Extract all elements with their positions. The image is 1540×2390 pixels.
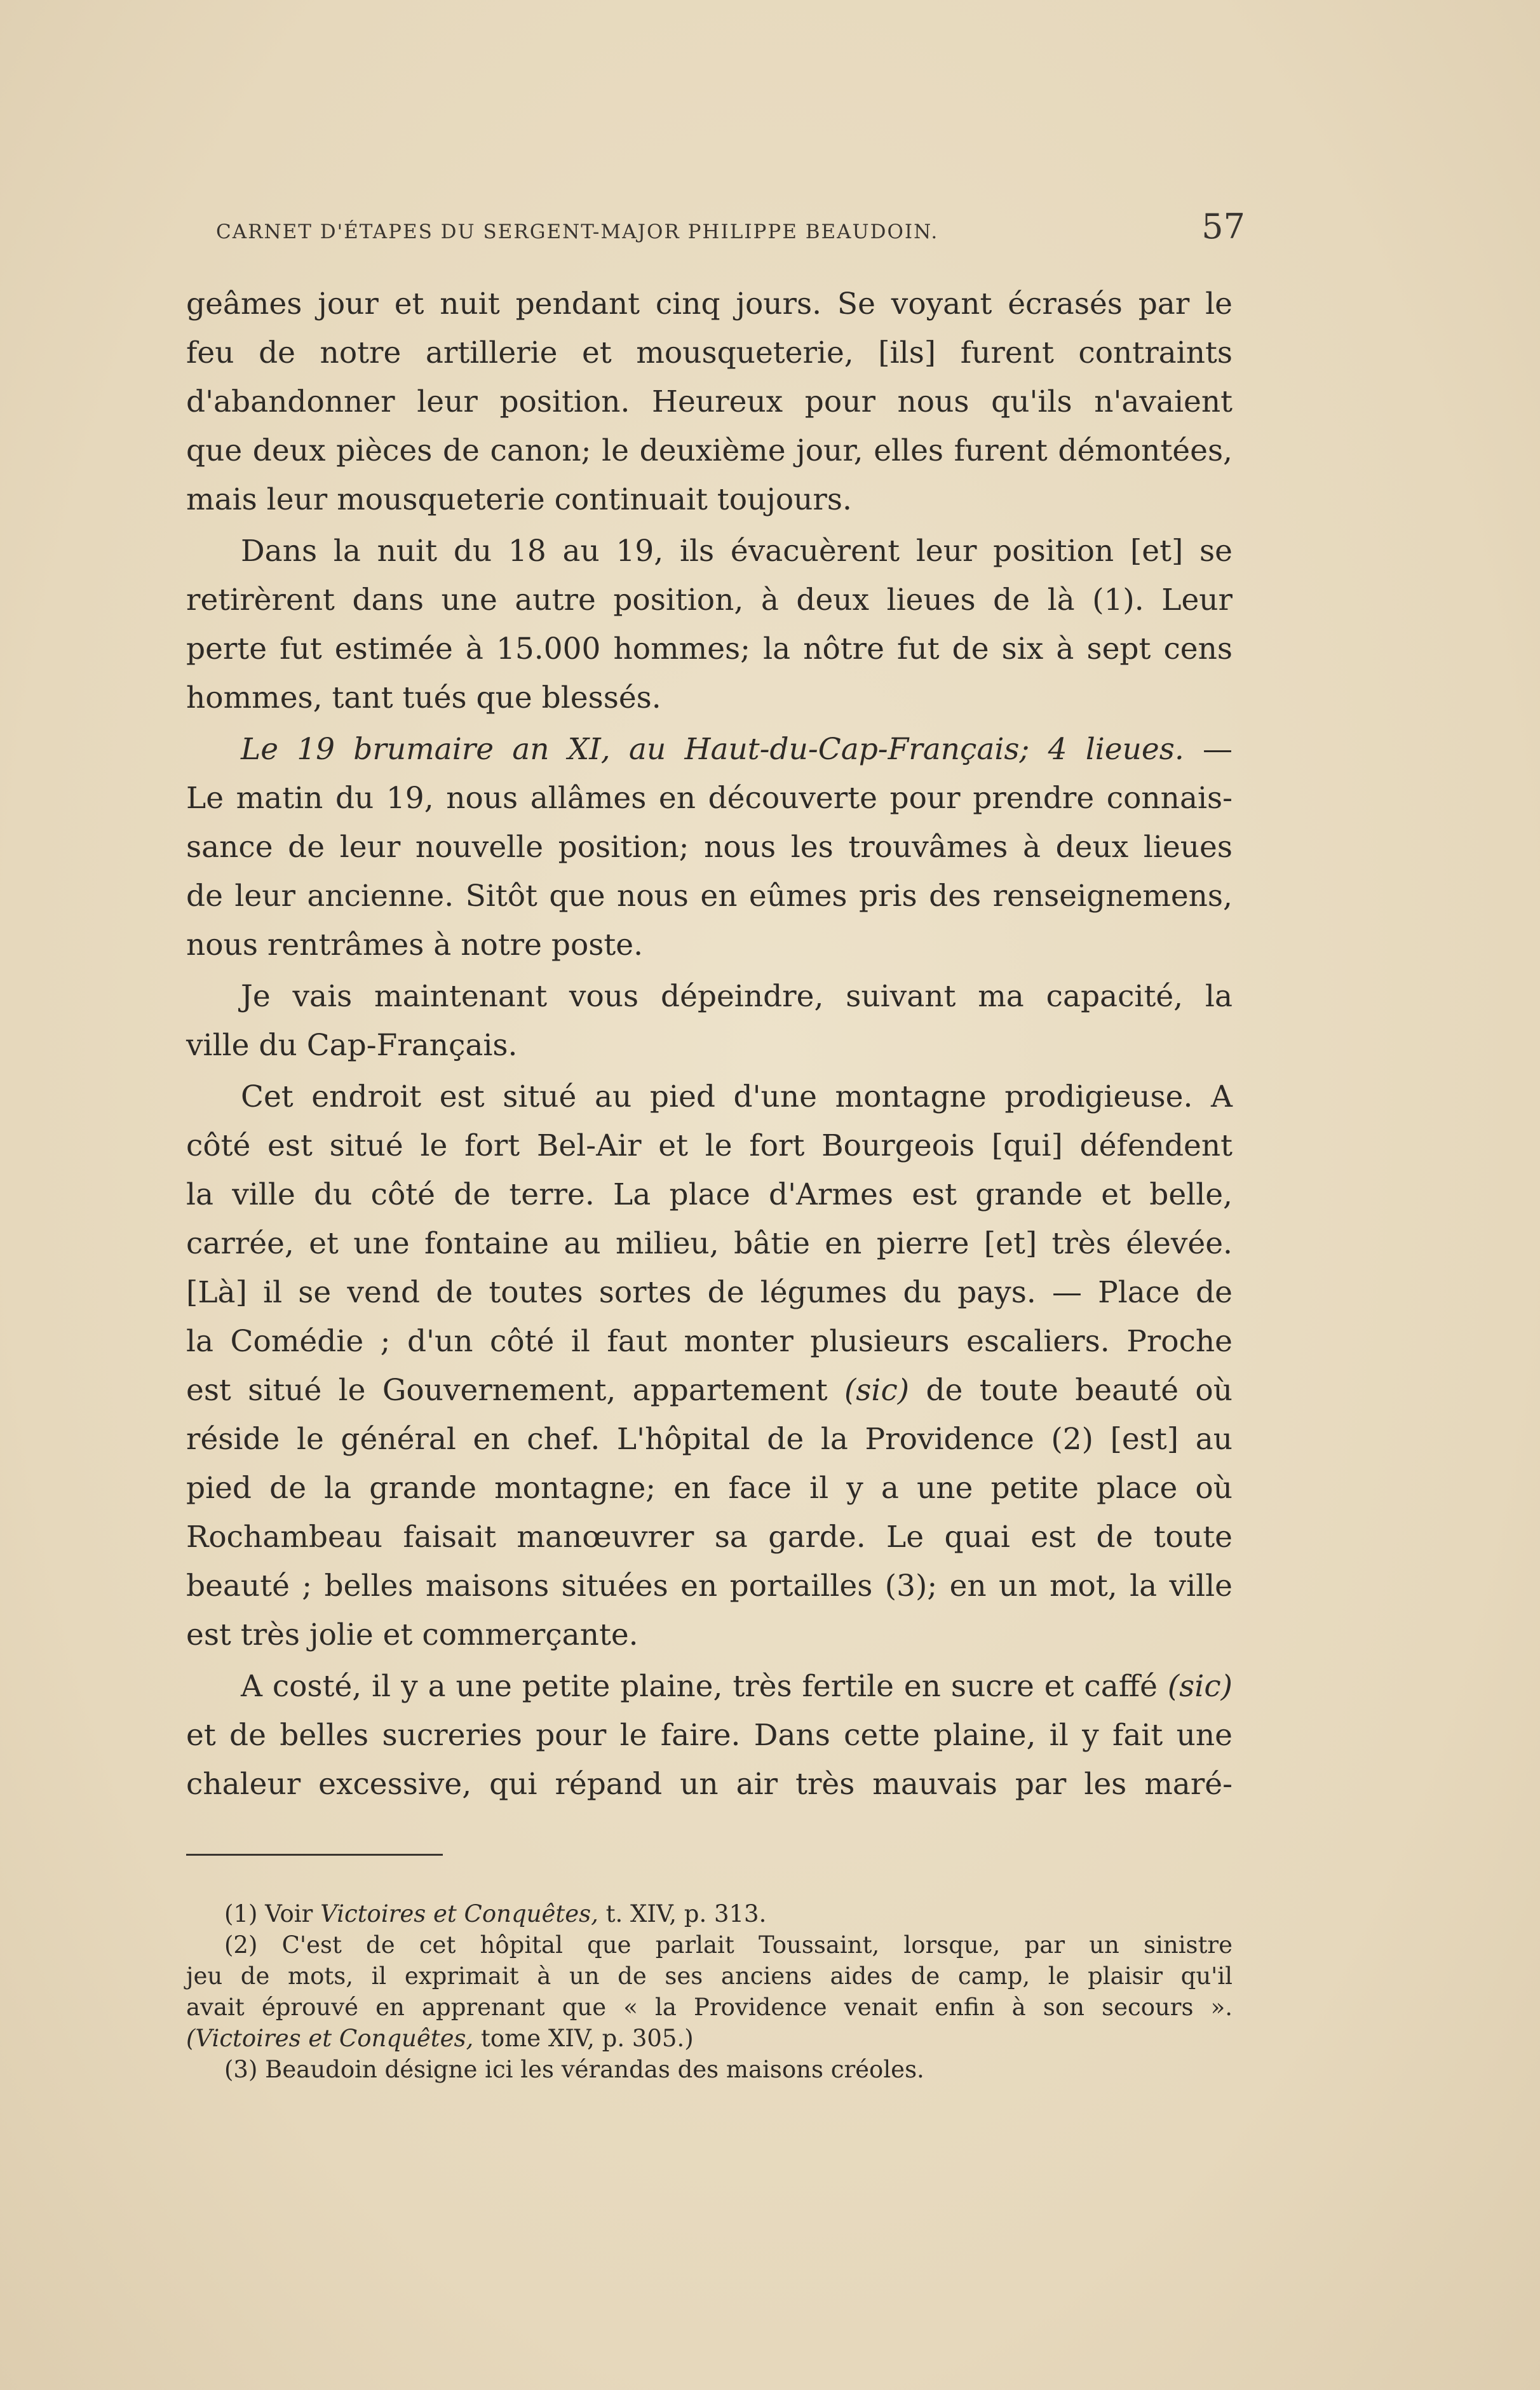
text-line bbox=[186, 1366, 1233, 1415]
text-segment: d'abandonner leur position. Heureux pour nous qu'ils n'avaient bbox=[186, 384, 1233, 419]
text-line bbox=[186, 1464, 1233, 1513]
paragraph bbox=[186, 1072, 1233, 1659]
italic-text: (sic) bbox=[1167, 1669, 1233, 1704]
text-segment: est situé le Gouvernement, appartement bbox=[186, 1373, 844, 1408]
text-line bbox=[186, 1219, 1233, 1268]
text-line bbox=[186, 921, 1233, 969]
text-line bbox=[186, 1662, 1233, 1711]
text-segment: avait éprouvé en apprenant que « la Providence venait enfin à son secours ». bbox=[186, 1994, 1233, 2021]
text-line bbox=[186, 527, 1233, 576]
text-line bbox=[186, 475, 1233, 524]
text-segment: de leur ancienne. Sitôt que nous en eûmes pris des renseignemens, bbox=[186, 879, 1233, 914]
paragraph bbox=[186, 527, 1233, 722]
text-line bbox=[186, 1610, 1233, 1659]
footnote-line bbox=[186, 1961, 1233, 1992]
footnote-line bbox=[186, 1929, 1233, 1961]
text-segment: tome XIV, p. 305.) bbox=[473, 2025, 694, 2052]
italic-text: Victoires et Conquêtes, bbox=[320, 1900, 598, 1928]
text-line bbox=[186, 872, 1233, 921]
text-line bbox=[186, 328, 1233, 377]
text-line bbox=[186, 426, 1233, 475]
text-segment: beauté ; belles maisons situées en portailles (3); en un mot, la ville bbox=[186, 1569, 1233, 1603]
text-segment: pied de la grande montagne; en face il y a une petite place où bbox=[186, 1471, 1233, 1506]
body-text bbox=[186, 280, 1233, 1811]
text-segment: mais leur mousqueterie continuait toujours. bbox=[186, 482, 852, 517]
text-segment: que deux pièces de canon; le deuxième jour, elles furent démontées, bbox=[186, 433, 1233, 468]
footnote-line bbox=[186, 1992, 1233, 2023]
text-line bbox=[186, 1072, 1233, 1121]
text-segment: jeu de mots, il exprimait à un de ses anciens aides de camp, le plaisir qu'il bbox=[186, 1962, 1233, 1990]
text-segment: perte fut estimée à 15.000 hommes; la nôtre fut de six à sept cens bbox=[186, 631, 1233, 666]
text-segment: retirèrent dans une autre position, à deux lieues de là (1). Leur bbox=[186, 583, 1233, 618]
text-segment: geâmes jour et nuit pendant cinq jours. Se voyant écrasés par le bbox=[186, 287, 1233, 321]
italic-text: (sic) bbox=[844, 1373, 910, 1408]
footnote-line bbox=[186, 2023, 1233, 2054]
text-line bbox=[186, 377, 1233, 426]
text-line bbox=[186, 625, 1233, 673]
italic-text: Le 19 brumaire an XI, au Haut-du-Cap-Français; 4 lieues. bbox=[241, 732, 1184, 767]
italic-text: (Victoires et Conquêtes, bbox=[186, 2025, 474, 2052]
text-segment: Je vais maintenant vous dépeindre, suivant ma capacité, la bbox=[241, 979, 1233, 1014]
text-line bbox=[186, 1415, 1233, 1464]
text-segment: (2) C'est de cet hôpital que parlait Toussaint, lorsque, par un sinistre bbox=[224, 1931, 1233, 1959]
text-segment: carrée, et une fontaine au milieu, bâtie en pierre [et] très élevée. bbox=[186, 1226, 1233, 1261]
text-segment: t. XIV, p. 313. bbox=[598, 1900, 767, 1928]
text-line bbox=[186, 1760, 1233, 1809]
running-title: CARNET D'ÉTAPES DU SERGENT-MAJOR PHILIPPE BEAUDOIN. bbox=[216, 220, 939, 243]
text-segment: nous rentrâmes à notre poste. bbox=[186, 928, 644, 962]
text-line bbox=[186, 1121, 1233, 1170]
text-segment: la ville du côté de terre. La place d'Armes est grande et belle, bbox=[186, 1177, 1233, 1212]
text-line bbox=[186, 1170, 1233, 1219]
text-segment: réside le général en chef. L'hôpital de la Providence (2) [est] au bbox=[186, 1422, 1233, 1457]
text-segment: A costé, il y a une petite plaine, très fertile en sucre et caffé bbox=[241, 1669, 1168, 1704]
text-line bbox=[186, 774, 1233, 823]
text-segment: Le matin du 19, nous allâmes en découverte pour prendre connais- bbox=[186, 781, 1233, 816]
text-line bbox=[186, 1562, 1233, 1610]
text-segment: Dans la nuit du 18 au 19, ils évacuèrent leur position [et] se bbox=[241, 534, 1233, 569]
text-segment: ville du Cap-Français. bbox=[186, 1028, 518, 1063]
text-segment: (1) Voir bbox=[224, 1900, 321, 1928]
text-line bbox=[186, 823, 1233, 872]
text-segment: la Comédie ; d'un côté il faut monter plusieurs escaliers. Proche bbox=[186, 1324, 1233, 1359]
footnote-divider bbox=[186, 1854, 443, 1856]
paragraph bbox=[186, 972, 1233, 1070]
text-line bbox=[186, 1268, 1233, 1317]
text-segment: de toute beauté où bbox=[909, 1373, 1233, 1408]
text-segment: Rochambeau faisait manœuvrer sa garde. Le quai est de toute bbox=[186, 1520, 1233, 1555]
text-segment: — bbox=[1184, 732, 1233, 767]
text-line bbox=[186, 725, 1233, 774]
text-segment: Cet endroit est situé au pied d'une montagne prodigieuse. A bbox=[241, 1079, 1233, 1114]
text-line bbox=[186, 673, 1233, 722]
text-line bbox=[186, 576, 1233, 625]
text-line bbox=[186, 1021, 1233, 1070]
text-segment: est très jolie et commerçante. bbox=[186, 1617, 638, 1652]
text-line bbox=[186, 1513, 1233, 1562]
footnote-line bbox=[186, 1898, 1233, 1929]
text-segment: côté est situé le fort Bel-Air et le fort Bourgeois [qui] défendent bbox=[186, 1128, 1233, 1163]
text-segment: hommes, tant tués que blessés. bbox=[186, 680, 661, 715]
text-segment: chaleur excessive, qui répand un air très mauvais par les maré- bbox=[186, 1767, 1233, 1802]
page-header bbox=[191, 206, 1245, 251]
text-line bbox=[186, 1317, 1233, 1366]
text-segment: (3) Beaudoin désigne ici les vérandas des maisons créoles. bbox=[224, 2056, 924, 2083]
text-line bbox=[186, 1711, 1233, 1760]
paragraph bbox=[186, 280, 1233, 524]
page-number: 57 bbox=[1201, 206, 1245, 246]
text-segment: sance de leur nouvelle position; nous les trouvâmes à deux lieues bbox=[186, 830, 1233, 865]
text-segment: et de belles sucreries pour le faire. Dans cette plaine, il y fait une bbox=[186, 1718, 1233, 1753]
text-line bbox=[186, 280, 1233, 328]
paragraph bbox=[186, 725, 1233, 969]
footnotes bbox=[186, 1898, 1233, 2085]
text-segment: [Là] il se vend de toutes sortes de légumes du pays. — Place de bbox=[186, 1275, 1233, 1310]
text-line bbox=[186, 972, 1233, 1021]
text-segment: feu de notre artillerie et mousqueterie, [ils] furent contraints bbox=[186, 335, 1233, 370]
paragraph bbox=[186, 1662, 1233, 1809]
footnote-line bbox=[186, 2054, 1233, 2085]
